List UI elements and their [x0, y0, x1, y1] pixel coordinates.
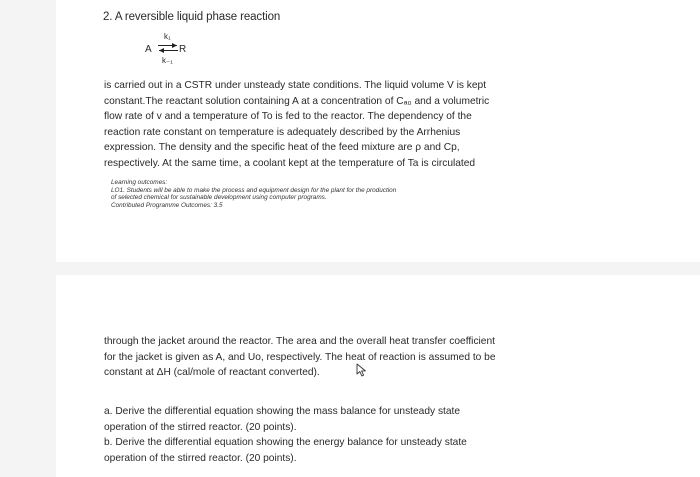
- learning-outcomes-heading: Learning outcomes:: [111, 179, 168, 186]
- task-a-line: a. Derive the differential equation showing the mass balance for unsteady state: [104, 406, 461, 417]
- problem-description-part-2: [104, 334, 496, 381]
- text-line: is carried out in a CSTR under unsteady state conditions. The liquid volume V is kept: [104, 80, 487, 91]
- mouse-pointer-icon: [356, 363, 368, 377]
- task-b-line: b. Derive the differential equation showing the energy balance for unsteady state: [104, 437, 467, 449]
- task-a-line: operation of the stirred reactor. (20 points).: [104, 421, 297, 433]
- problem-description-part-1: [104, 78, 490, 172]
- reaction-scheme: [145, 32, 195, 68]
- learning-outcome-line: of selected chemical for sustainable development using computer programs.: [111, 194, 327, 202]
- task-b-line: operation of the stirred reactor. (20 points).: [104, 452, 297, 464]
- programme-outcomes-line: Contributed Programme Outcomes: 3.5: [111, 201, 223, 209]
- reactant-label: A: [145, 44, 152, 55]
- reverse-rate-constant: k₋₁: [162, 56, 173, 65]
- forward-rate-constant: k₁: [164, 32, 171, 41]
- task-list: [104, 404, 476, 466]
- text-line: reaction rate constant on temperature is adequately described by the Arrhenius: [104, 126, 461, 138]
- learning-outcome-line: LO1. Students will be able to make the process and equipment design for the plant for the production: [111, 186, 397, 194]
- product-label: R: [179, 44, 187, 55]
- text-line: for the jacket is given as A, and Uo, respectively. The heat of reaction is assumed to be: [104, 351, 496, 363]
- text-line: constant at ΔH (cal/mole of reactant converted).: [104, 367, 320, 379]
- learning-outcomes: [111, 179, 491, 209]
- text-line: flow rate of v and a temperature of To is fed to the reactor. The dependency of the: [104, 111, 472, 123]
- equilibrium-arrows-icon: [157, 42, 179, 54]
- text-line: expression. The density and the specific heat of the feed mixture are ρ and Cp,: [104, 142, 460, 154]
- text-line: respectively. At the same time, a coolant kept at the temperature of Ta is circulated: [104, 157, 476, 169]
- text-line: constant.The reactant solution containing A at a concentration of Cₐ₀ and a volumetric: [104, 95, 490, 107]
- question-title: 2. A reversible liquid phase reaction: [103, 11, 281, 23]
- text-line: through the jacket around the reactor. The area and the overall heat transfer coefficient: [104, 336, 495, 347]
